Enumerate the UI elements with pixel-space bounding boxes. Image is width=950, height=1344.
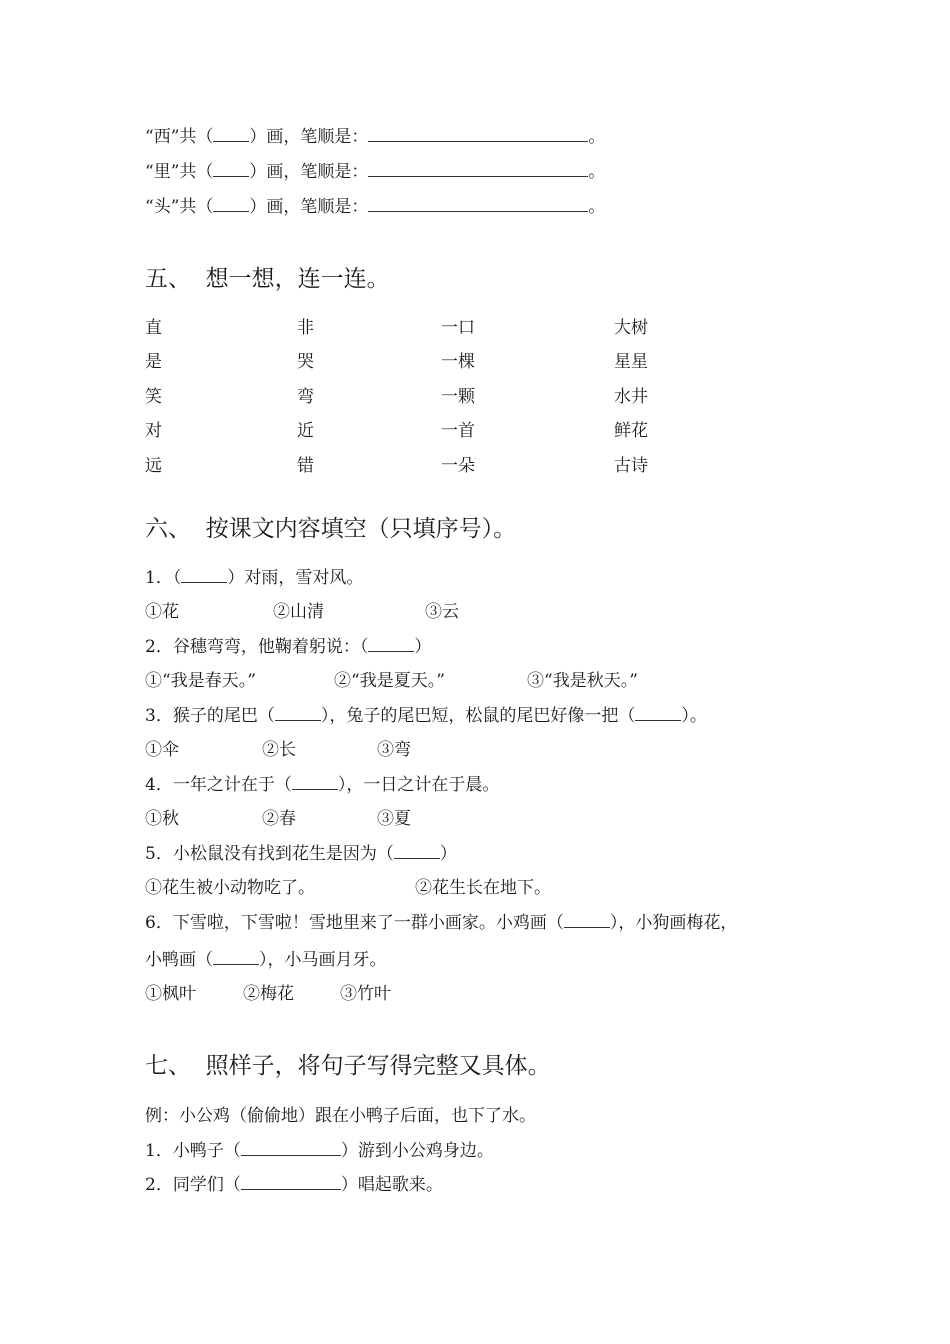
answer-blank[interactable] xyxy=(213,950,259,965)
question-1: 1．（ ）对雨，雪对风。 xyxy=(145,568,364,588)
match-word[interactable]: 一朵 xyxy=(441,456,475,476)
answer-blank[interactable] xyxy=(292,775,338,790)
blank-stroke-count[interactable] xyxy=(213,197,249,212)
option: ②梅花 xyxy=(243,984,294,1004)
blank-stroke-order[interactable] xyxy=(368,197,588,212)
match-word[interactable]: 水井 xyxy=(614,387,648,407)
match-word[interactable]: 哭 xyxy=(297,352,314,372)
blank-stroke-count[interactable] xyxy=(213,127,249,142)
option: ③“我是秋天。” xyxy=(527,671,638,691)
match-word[interactable]: 鲜花 xyxy=(614,421,648,441)
question-2: 2．谷穗弯弯，他鞠着躬说：（ ） xyxy=(145,637,432,657)
option: ①花生被小动物吃了。 xyxy=(145,878,315,898)
match-word[interactable]: 大树 xyxy=(614,318,648,338)
answer-blank[interactable] xyxy=(368,637,414,652)
example-sentence: 例：小公鸡（偷偷地）跟在小鸭子后面，也下了水。 xyxy=(145,1106,536,1126)
match-word[interactable]: 一口 xyxy=(441,318,475,338)
option: ①“我是春天。” xyxy=(145,671,256,691)
match-word[interactable]: 一首 xyxy=(441,421,475,441)
option: ①秋 xyxy=(145,809,179,829)
match-word[interactable]: 非 xyxy=(297,318,314,338)
section-5-title: 五、 想一想，连一连。 xyxy=(145,266,390,292)
rewrite-question-1: 1．小鸭子（ ）游到小公鸡身边。 xyxy=(145,1141,494,1161)
match-word[interactable]: 古诗 xyxy=(614,456,648,476)
section-6-title: 六、 按课文内容填空（只填序号）。 xyxy=(145,516,517,542)
match-word[interactable]: 笑 xyxy=(145,387,162,407)
answer-blank[interactable] xyxy=(241,1175,341,1190)
option: ③弯 xyxy=(377,740,411,760)
match-word[interactable]: 直 xyxy=(145,318,162,338)
answer-blank[interactable] xyxy=(394,844,440,859)
option: ②长 xyxy=(262,740,296,760)
question-5: 5．小松鼠没有找到花生是因为（ ） xyxy=(145,844,457,864)
answer-blank[interactable] xyxy=(635,706,681,721)
question-4: 4．一年之计在于（ ），一日之计在于晨。 xyxy=(145,775,500,795)
option: ②“我是夏天。” xyxy=(334,671,445,691)
match-word[interactable]: 一颗 xyxy=(441,387,475,407)
option: ①花 xyxy=(145,602,179,622)
option: ①伞 xyxy=(145,740,179,760)
question-6-line-2: 小鸭画（ ），小马画月牙。 xyxy=(145,950,387,970)
blank-stroke-order[interactable] xyxy=(368,127,588,142)
section-7-title: 七、 照样子，将句子写得完整又具体。 xyxy=(145,1053,551,1079)
match-word[interactable]: 远 xyxy=(145,456,162,476)
match-word[interactable]: 对 xyxy=(145,421,162,441)
match-word[interactable]: 近 xyxy=(297,421,314,441)
match-word[interactable]: 是 xyxy=(145,352,162,372)
question-6: 6．下雪啦，下雪啦！雪地里来了一群小画家。小鸡画（ ），小狗画梅花， xyxy=(145,913,738,933)
answer-blank[interactable] xyxy=(564,913,610,928)
option: ③云 xyxy=(425,602,459,622)
stroke-order-line-2: “里”共（ ）画，笔顺是： 。 xyxy=(145,162,606,182)
stroke-order-line-3: “头”共（ ）画，笔顺是： 。 xyxy=(145,197,606,217)
blank-stroke-count[interactable] xyxy=(213,162,249,177)
option: ②山清 xyxy=(273,602,324,622)
option: ①枫叶 xyxy=(145,984,196,1004)
option: ③夏 xyxy=(377,809,411,829)
answer-blank[interactable] xyxy=(275,706,321,721)
answer-blank[interactable] xyxy=(241,1141,341,1156)
match-word[interactable]: 一棵 xyxy=(441,352,475,372)
rewrite-question-2: 2．同学们（ ）唱起歌来。 xyxy=(145,1175,443,1195)
blank-stroke-order[interactable] xyxy=(368,162,588,177)
match-word[interactable]: 错 xyxy=(297,456,314,476)
match-word[interactable]: 星星 xyxy=(614,352,648,372)
question-3: 3．猴子的尾巴（ ），兔子的尾巴短，松鼠的尾巴好像一把（ ）。 xyxy=(145,706,707,726)
option: ②花生长在地下。 xyxy=(415,878,551,898)
stroke-order-line-1: “西”共（ ）画，笔顺是： 。 xyxy=(145,127,606,147)
option: ③竹叶 xyxy=(340,984,391,1004)
answer-blank[interactable] xyxy=(181,568,227,583)
match-word[interactable]: 弯 xyxy=(297,387,314,407)
option: ②春 xyxy=(262,809,296,829)
